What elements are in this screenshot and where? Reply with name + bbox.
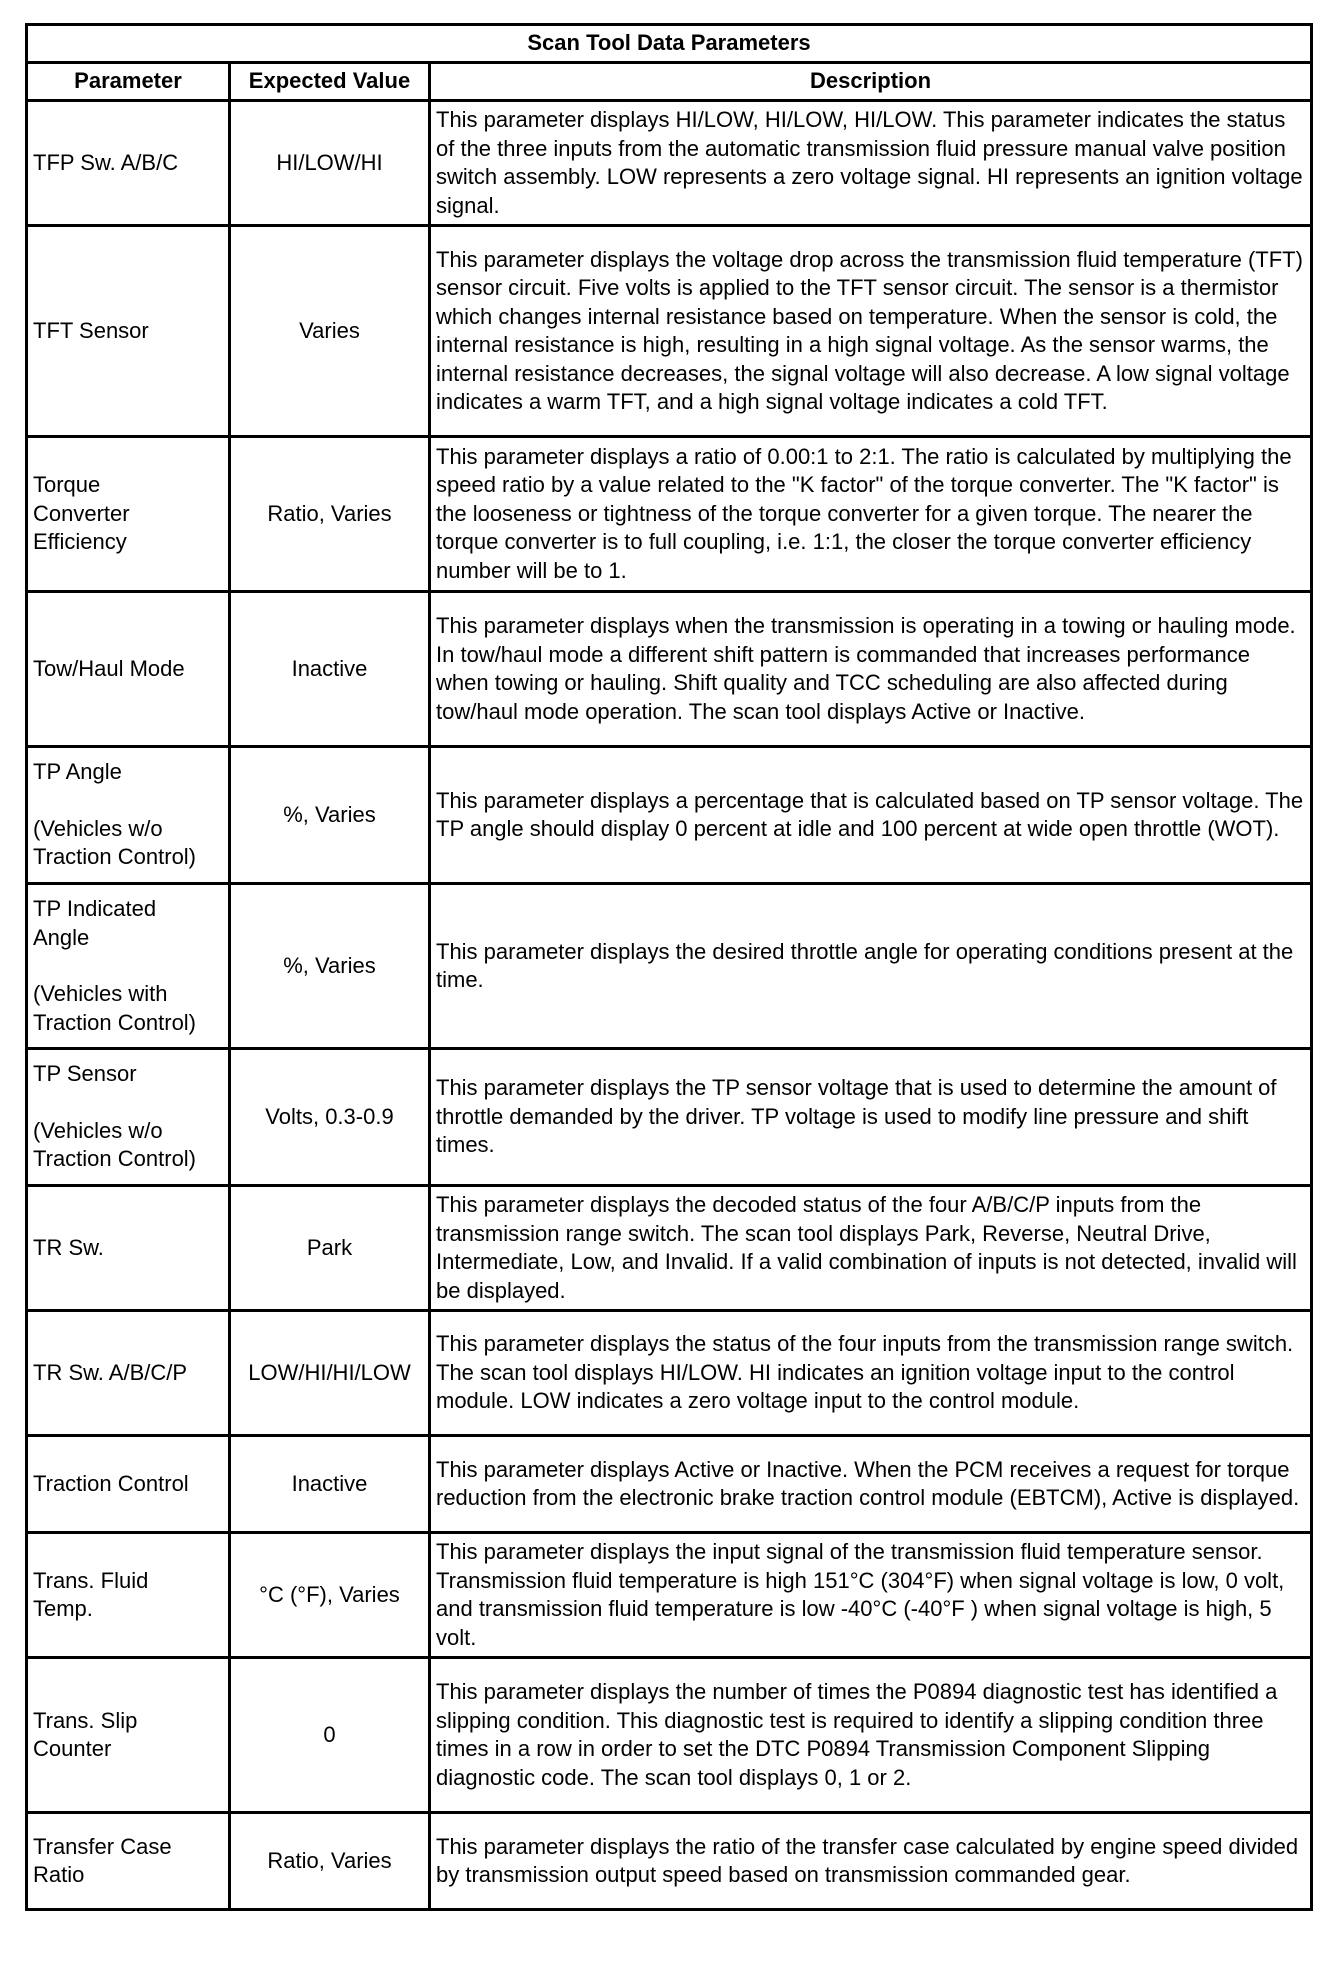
parameter-name: TP Angle bbox=[33, 759, 122, 785]
table-row bbox=[27, 747, 1312, 884]
parameter-cell: TR Sw. bbox=[27, 1186, 230, 1311]
spacer bbox=[33, 1089, 223, 1117]
table-row bbox=[27, 1813, 1312, 1910]
description-cell: This parameter displays a percentage that is calculated based on TP sensor voltage. The TP angle should display 0 percent at idle and 100 percent at wide open throttle (WOT). bbox=[430, 747, 1312, 884]
spacer bbox=[33, 952, 188, 980]
description-cell: This parameter displays the TP sensor voltage that is used to determine the amount of throttle demanded by the driver. TP voltage is used to modify line pressure and shift times. bbox=[430, 1049, 1312, 1186]
parameter-note: (Vehicles with Traction Control) bbox=[33, 981, 197, 1035]
parameter-cell: Tow/Haul Mode bbox=[27, 592, 230, 747]
expected-value-cell: °C (°F), Varies bbox=[230, 1533, 430, 1658]
column-header-expected-value: Expected Value bbox=[230, 63, 430, 101]
parameter-note: (Vehicles w/o Traction Control) bbox=[33, 815, 197, 870]
parameter-cell: Torque Converter Efficiency bbox=[27, 437, 230, 592]
table-row bbox=[27, 884, 1312, 1049]
parameter-cell bbox=[27, 1049, 230, 1186]
parameter-cell: Transfer Case Ratio bbox=[27, 1813, 230, 1910]
column-header-description: Description bbox=[430, 63, 1312, 101]
expected-value-cell: 0 bbox=[230, 1658, 430, 1813]
description-cell: This parameter displays the ratio of the transfer case calculated by engine speed divided by transmission output speed based on transmission commanded gear. bbox=[430, 1813, 1312, 1910]
description-cell: This parameter displays the status of the four inputs from the transmission range switch. The scan tool displays HI/LOW. HI indicates an ignition voltage input to the control module. LOW indicates a zero voltage input to the control module. bbox=[430, 1311, 1312, 1436]
description-cell: This parameter displays the input signal of the transmission fluid temperature sensor. Transmission fluid temperature is high 151°C (304°F) when signal voltage is low, 0 volt, and transmission fluid temperature is low -40°C (-40°F ) when signal voltage is high, 5 volt. bbox=[430, 1533, 1312, 1658]
scan-tool-data-document bbox=[25, 23, 1310, 1911]
description-cell: This parameter displays the decoded status of the four A/B/C/P inputs from the transmission range switch. The scan tool displays Park, Reverse, Neutral Drive, Intermediate, Low, and Invalid. If a valid combination of inputs is not detected, invalid will be displayed. bbox=[430, 1186, 1312, 1311]
parameter-cell bbox=[27, 884, 230, 1049]
spacer bbox=[33, 787, 223, 815]
expected-value-cell: Varies bbox=[230, 226, 430, 437]
table-row bbox=[27, 1658, 1312, 1813]
parameter-cell: Traction Control bbox=[27, 1436, 230, 1533]
table-row bbox=[27, 1436, 1312, 1533]
expected-value-cell: Inactive bbox=[230, 1436, 430, 1533]
description-cell: This parameter displays when the transmission is operating in a towing or hauling mode. In tow/haul mode a different shift pattern is commanded that increases performance when towing or hauling. Shift quality and TCC scheduling are also affected during tow/haul mode operation. The scan tool displays Active or Inactive. bbox=[430, 592, 1312, 747]
table-title: Scan Tool Data Parameters bbox=[27, 25, 1312, 63]
header-row bbox=[27, 63, 1312, 101]
description-cell: This parameter displays a ratio of 0.00:1 to 2:1. The ratio is calculated by multiplying the speed ratio by a value related to the "K factor" of the torque converter. The "K factor" is the looseness or tightness of the torque converter for a given torque. The nearer the torque converter is to full coupling, i.e. 1:1, the closer the torque converter efficiency number will be to 1. bbox=[430, 437, 1312, 592]
expected-value-cell: %, Varies bbox=[230, 747, 430, 884]
table-row bbox=[27, 101, 1312, 226]
description-cell: This parameter displays Active or Inactive. When the PCM receives a request for torque reduction from the electronic brake traction control module (EBTCM), Active is displayed. bbox=[430, 1436, 1312, 1533]
parameter-cell bbox=[27, 747, 230, 884]
table-row bbox=[27, 226, 1312, 437]
expected-value-cell: Ratio, Varies bbox=[230, 1813, 430, 1910]
table-row bbox=[27, 1049, 1312, 1186]
expected-value-cell: %, Varies bbox=[230, 884, 430, 1049]
expected-value-cell: LOW/HI/HI/LOW bbox=[230, 1311, 430, 1436]
parameter-name: TP Indicated Angle bbox=[33, 896, 157, 950]
expected-value-cell: Ratio, Varies bbox=[230, 437, 430, 592]
table-row bbox=[27, 437, 1312, 592]
expected-value-cell: HI/LOW/HI bbox=[230, 101, 430, 226]
description-cell: This parameter displays HI/LOW, HI/LOW, HI/LOW. This parameter indicates the status of the three inputs from the automatic transmission fluid pressure manual valve position switch assembly. LOW represents a zero voltage signal. HI represents an ignition voltage signal. bbox=[430, 101, 1312, 226]
description-cell: This parameter displays the number of times the P0894 diagnostic test has identified a slipping condition. This diagnostic test is required to identify a slipping condition three times in a row in order to set the DTC P0894 Transmission Component Slipping diagnostic code. The scan tool displays 0, 1 or 2. bbox=[430, 1658, 1312, 1813]
parameter-note: (Vehicles w/o Traction Control) bbox=[33, 1117, 197, 1172]
scan-tool-data-table bbox=[25, 23, 1313, 1911]
parameter-name: TP Sensor bbox=[33, 1061, 137, 1087]
table-row bbox=[27, 1533, 1312, 1658]
description-cell: This parameter displays the desired throttle angle for operating conditions present at the time. bbox=[430, 884, 1312, 1049]
expected-value-cell: Inactive bbox=[230, 592, 430, 747]
title-row bbox=[27, 25, 1312, 63]
column-header-parameter: Parameter bbox=[27, 63, 230, 101]
parameter-cell: Trans. Fluid Temp. bbox=[27, 1533, 230, 1658]
description-cell: This parameter displays the voltage drop across the transmission fluid temperature (TFT) sensor circuit. Five volts is applied to the TFT sensor circuit. The sensor is a thermistor which changes internal resistance based on temperature. When the sensor is cold, the internal resistance is high, resulting in a high signal voltage. As the sensor warms, the internal resistance decreases, the signal voltage will also decrease. A low signal voltage indicates a warm TFT, and a high signal voltage indicates a cold TFT. bbox=[430, 226, 1312, 437]
table-row bbox=[27, 1186, 1312, 1311]
parameter-cell: Trans. Slip Counter bbox=[27, 1658, 230, 1813]
table-row bbox=[27, 1311, 1312, 1436]
parameter-cell: TFT Sensor bbox=[27, 226, 230, 437]
expected-value-cell: Volts, 0.3-0.9 bbox=[230, 1049, 430, 1186]
expected-value-cell: Park bbox=[230, 1186, 430, 1311]
parameter-cell: TR Sw. A/B/C/P bbox=[27, 1311, 230, 1436]
parameter-cell: TFP Sw. A/B/C bbox=[27, 101, 230, 226]
table-row bbox=[27, 592, 1312, 747]
